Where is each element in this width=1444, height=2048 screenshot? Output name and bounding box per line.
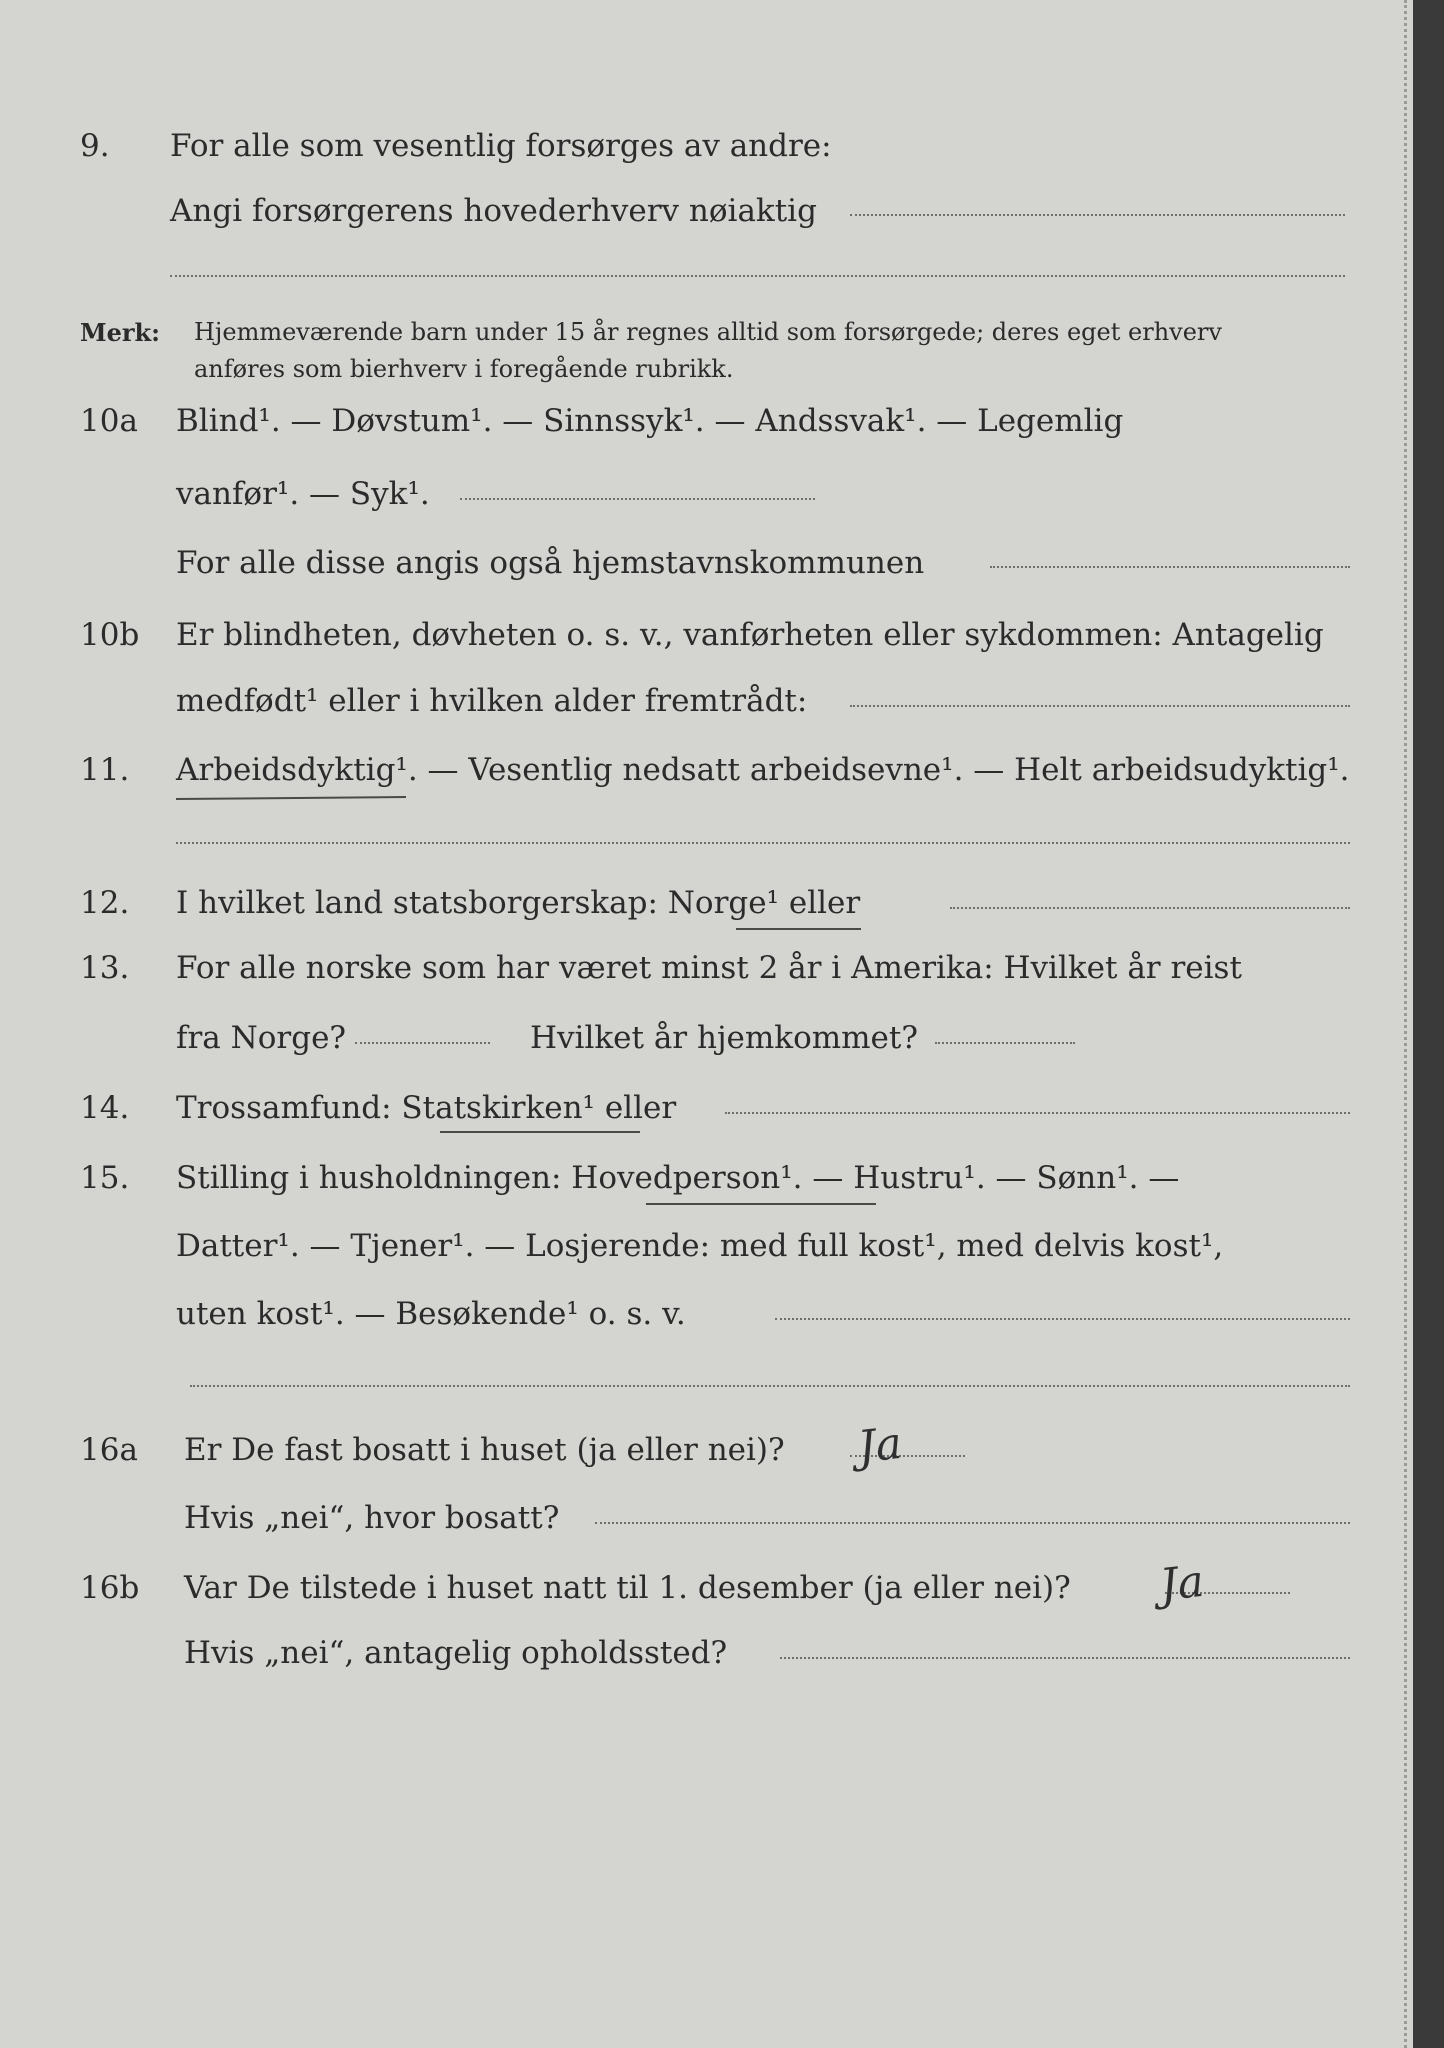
q14-answer-line[interactable] — [725, 1112, 1350, 1114]
merk-text-line1: Hjemmeværende barn under 15 år regnes alltid som forsørgede; deres eget erhverv — [194, 318, 1222, 346]
q12-answer-line[interactable] — [950, 907, 1350, 909]
q13-text-line1: For alle norske som har været minst 2 år i Amerika: Hvilket år reist — [176, 950, 1242, 986]
q11-answer-line[interactable] — [176, 842, 1350, 844]
q16a-number: 16a — [80, 1432, 138, 1468]
q13-number: 13. — [80, 950, 130, 986]
q10a-number: 10a — [80, 403, 138, 439]
scan-edge — [1413, 0, 1444, 2048]
q9-number: 9. — [80, 128, 110, 164]
merk-label: Merk: — [80, 318, 160, 347]
q15-answer-line-2[interactable] — [190, 1385, 1350, 1387]
q16a-text-line1: Er De fast bosatt i huset (ja eller nei)? — [184, 1432, 785, 1468]
q9-text-line2: Angi forsørgerens hovederhverv nøiaktig — [170, 193, 817, 229]
q12-number: 12. — [80, 885, 130, 921]
q16b-text-line2: Hvis „nei“, antagelig opholdssted? — [184, 1635, 728, 1671]
q11-underline-mark — [176, 796, 406, 800]
q13-text-line2b: Hvilket år hjemkommet? — [530, 1020, 918, 1056]
perforated-edge — [1404, 0, 1407, 2048]
q15-number: 15. — [80, 1160, 130, 1196]
q10a-text-line1: Blind¹. — Døvstum¹. — Sinnssyk¹. — Andssvak¹. — Legemlig — [176, 403, 1124, 439]
q10a-text-line3: For alle disse angis også hjemstavnskommunen — [176, 545, 925, 581]
q10b-text-line2: medfødt¹ eller i hvilken alder fremtrådt: — [176, 683, 808, 719]
q15-text-line1: Stilling i husholdningen: Hovedperson¹. — Hustru¹. — Sønn¹. — — [176, 1160, 1180, 1196]
q15-answer-line[interactable] — [775, 1318, 1350, 1320]
q10a-text-line2: vanfør¹. — Syk¹. — [176, 476, 430, 512]
q10b-number: 10b — [80, 617, 140, 653]
q15-text-line3: uten kost¹. — Besøkende¹ o. s. v. — [176, 1296, 686, 1332]
q9-answer-line[interactable] — [850, 214, 1345, 216]
q15-underline-mark — [646, 1203, 876, 1205]
q16a-handwritten-answer: Ja — [855, 1417, 905, 1474]
q13-reist-line[interactable] — [355, 1042, 490, 1044]
q16b-handwritten-answer: Ja — [1157, 1555, 1207, 1612]
q16b-number: 16b — [80, 1570, 140, 1606]
q12-text: I hvilket land statsborgerskap: Norge¹ eller — [176, 885, 861, 921]
q13-text-line2a: fra Norge? — [176, 1020, 347, 1056]
q11-text: Arbeidsdyktig¹. — Vesentlig nedsatt arbeidsevne¹. — Helt arbeidsudyktig¹. — [176, 752, 1350, 788]
q16b-opholdssted-line[interactable] — [780, 1657, 1350, 1659]
q14-number: 14. — [80, 1090, 130, 1126]
q10b-answer-line[interactable] — [850, 705, 1350, 707]
q16b-text-line1: Var De tilstede i huset natt til 1. desember (ja eller nei)? — [184, 1570, 1071, 1606]
q11-number: 11. — [80, 752, 130, 788]
merk-text-line2: anføres som bierhverv i foregående rubrikk. — [194, 355, 734, 383]
q9-text-line1: For alle som vesentlig forsørges av andre: — [170, 128, 832, 164]
q16a-bosatt-line[interactable] — [595, 1522, 1350, 1524]
q16a-text-line2: Hvis „nei“, hvor bosatt? — [184, 1500, 560, 1536]
q14-underline-mark — [440, 1131, 640, 1133]
q13-hjemkommet-line[interactable] — [935, 1042, 1075, 1044]
q15-text-line2: Datter¹. — Tjener¹. — Losjerende: med full kost¹, med delvis kost¹, — [176, 1228, 1224, 1264]
q10a-answer-line[interactable] — [460, 498, 815, 500]
q12-underline-mark — [736, 928, 861, 930]
q10b-text-line1: Er blindheten, døvheten o. s. v., vanførheten eller sykdommen: Antagelig — [176, 617, 1324, 653]
q9-answer-line-2[interactable] — [170, 275, 1345, 277]
q14-text: Trossamfund: Statskirken¹ eller — [176, 1090, 677, 1126]
q10a-hjemstavn-line[interactable] — [990, 566, 1350, 568]
